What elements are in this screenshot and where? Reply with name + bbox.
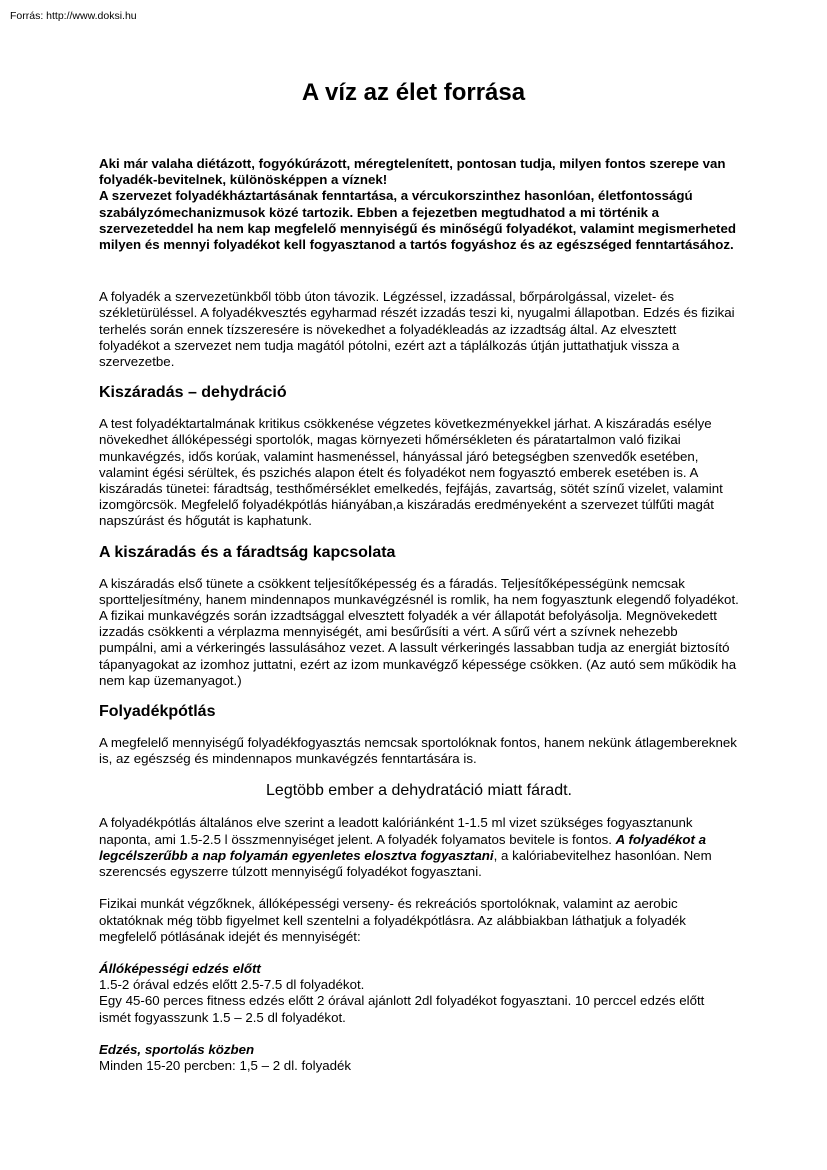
paragraph-fatigue: A kiszáradás első tünete a csökkent teljesítőképesség és a fáradás. Teljesítőképességünk nemcsak sportteljesítmény, hanem mindennapos munkavégzésnél is romlik, ha nem fogyasztunk elegendő folyadékot. A fizikai munkavégzés során izzadtsággal elvesztett folyadék a vér állapotát befolyásolja. Megnövekedett izzadás csökkenti a vérplazma mennyiségét, ami besűrűsíti a vért. A sűrű vért a szívnek nehezebb pumpálni, ami a vérkeringés lassulásához vezet. A lassult vérkeringés lassabban tudja az energiát biztosító tápanyagokat az izomhoz juttatni, ezért az izom munkavégző képessége csökken. (Az autó sem működik ha nem kap üzemanyagot.) <box>99 575 739 688</box>
rule-text-end: , a kalóriabevitelhez hasonlóan. Nem szerencsés egyszerre túlzott mennyiségű folyadékot fogyasztani. <box>99 847 712 880</box>
subheading-before-training: Állóképességi edzés előtt <box>99 960 261 976</box>
subheading-during-training: Edzés, sportolás közben <box>99 1041 255 1057</box>
heading-replacement: Folyadékpótlás <box>99 703 216 721</box>
paragraph-athletes: Fizikai munkát végzőknek, állóképességi verseny- és rekreációs sportolóknak, valamint az aerobic oktatóknak még több figyelmet kell szentelni a folyadékpótlásra. Az alábbiakban láthatjuk a folyadék megfelelő pótlásának idejét és mennyiségét: <box>99 896 686 944</box>
intro-paragraph: Aki már valaha diétázott, fogyókúrázott, méregtelenített, pontosan tudja, milyen fontos szerepe van folyadék-bevitelnek, különösképpen a víznek! <box>99 156 726 188</box>
intro-block <box>99 156 739 253</box>
center-statement: Legtöbb ember a dehydratáció miatt fáradt. <box>266 782 572 800</box>
rule-text: A folyadékpótlás általános elve szerint a leadott kalóriánként 1-1.5 ml vizet szükséges fogyasztanunk naponta, ami 1.5-2.5 l összmennyiséget jelent. A folyadék folyamatos bevitele is fontos. <box>99 815 693 847</box>
paragraph-dehydration: A test folyadéktartalmának kritikus csökkenése végzetes következményekkel járhat. A kiszáradás esélye növekedhet állóképességi sportolók, magas környezeti hőmérsékleten és páratartalmon való fizikai munkavégzés, idős korúak, valamint hasmenéssel, hányással járó betegségben szenvedők esetében, valamint égési sérültek, és pszichés alapon ételt és folyadékot nem fogyasztó emberek esetében is. A kiszáradás tünetei: fáradtság, testhőmérséklet emelkedés, fejfájás, zavartság, sötét színű vizelet, valamint izomgörcsök. Megfelelő folyadékpótlás hiányában,a kiszáradás eredményeként a szervezet túlfűti magát napszúrást és hőgutát is kaphatunk. <box>99 416 723 529</box>
source-note: Forrás: http://www.doksi.hu <box>10 10 137 22</box>
paragraph-replacement: A megfelelő mennyiségű folyadékfogyasztás nemcsak sportolóknak fontos, hanem nekünk átlagembereknek is, az egészség és mindennapos munkavégzés fenntartására is. <box>99 735 737 767</box>
during-line: Minden 15-20 percben: 1,5 – 2 dl. folyadék <box>99 1057 352 1073</box>
document-body <box>99 156 739 1074</box>
before-line: 1.5-2 órával edzés előtt 2.5-7.5 dl folyadékot. <box>99 977 365 993</box>
before-line: Egy 45-60 perces fitness edzés előtt 2 órával ajánlott 2dl folyadékot fogyasztani. 10 perccel edzés előtt ismét fogyasszunk 1.5 – 2.5 dl folyadékot. <box>99 993 705 1025</box>
rule-emphasis: A folyadékot a legcélszerűbb a nap folyamán egyenletes elosztva fogyasztani <box>99 831 707 863</box>
paragraph-rule <box>99 815 739 880</box>
heading-fatigue: A kiszáradás és a fáradtság kapcsolata <box>99 543 396 561</box>
heading-dehydration: Kiszáradás – dehydráció <box>99 384 287 402</box>
intro-paragraph: A szervezet folyadékháztartásának fenntartása, a vércukorszinthez hasonlóan, életfontosságú szabályzómechanizmusok közé tartozik. Ebben a fejezetben megtudhatod a mi történik a szervezeteddel ha nem kap megfelelő mennyiségű és minőségű folyadékot, valamint megismerheted milyen és mennyi folyadékot kell fogyasztanod a tartós fogyáshoz és az egészséged fenntartásához. <box>99 188 736 253</box>
page-title: A víz az élet forrása <box>301 79 526 106</box>
paragraph-fluid-loss: A folyadék a szervezetünkből több úton távozik. Légzéssel, izzadással, bőrpárolgással, vizelet- és székletürüléssel. A folyadékvesztés egyharmad részét izzadás teszi ki, nyugalmi állapotban. Edzés és fizikai terhelés során ennek tízszeresére is növekedhet a folyadékleadás az izzadtság által. Az elvesztett folyadékot a szervezet nem tudja magától pótolni, ezért azt a táplálkozás útján juttathatjuk vissza a szervezetbe. <box>99 289 735 370</box>
